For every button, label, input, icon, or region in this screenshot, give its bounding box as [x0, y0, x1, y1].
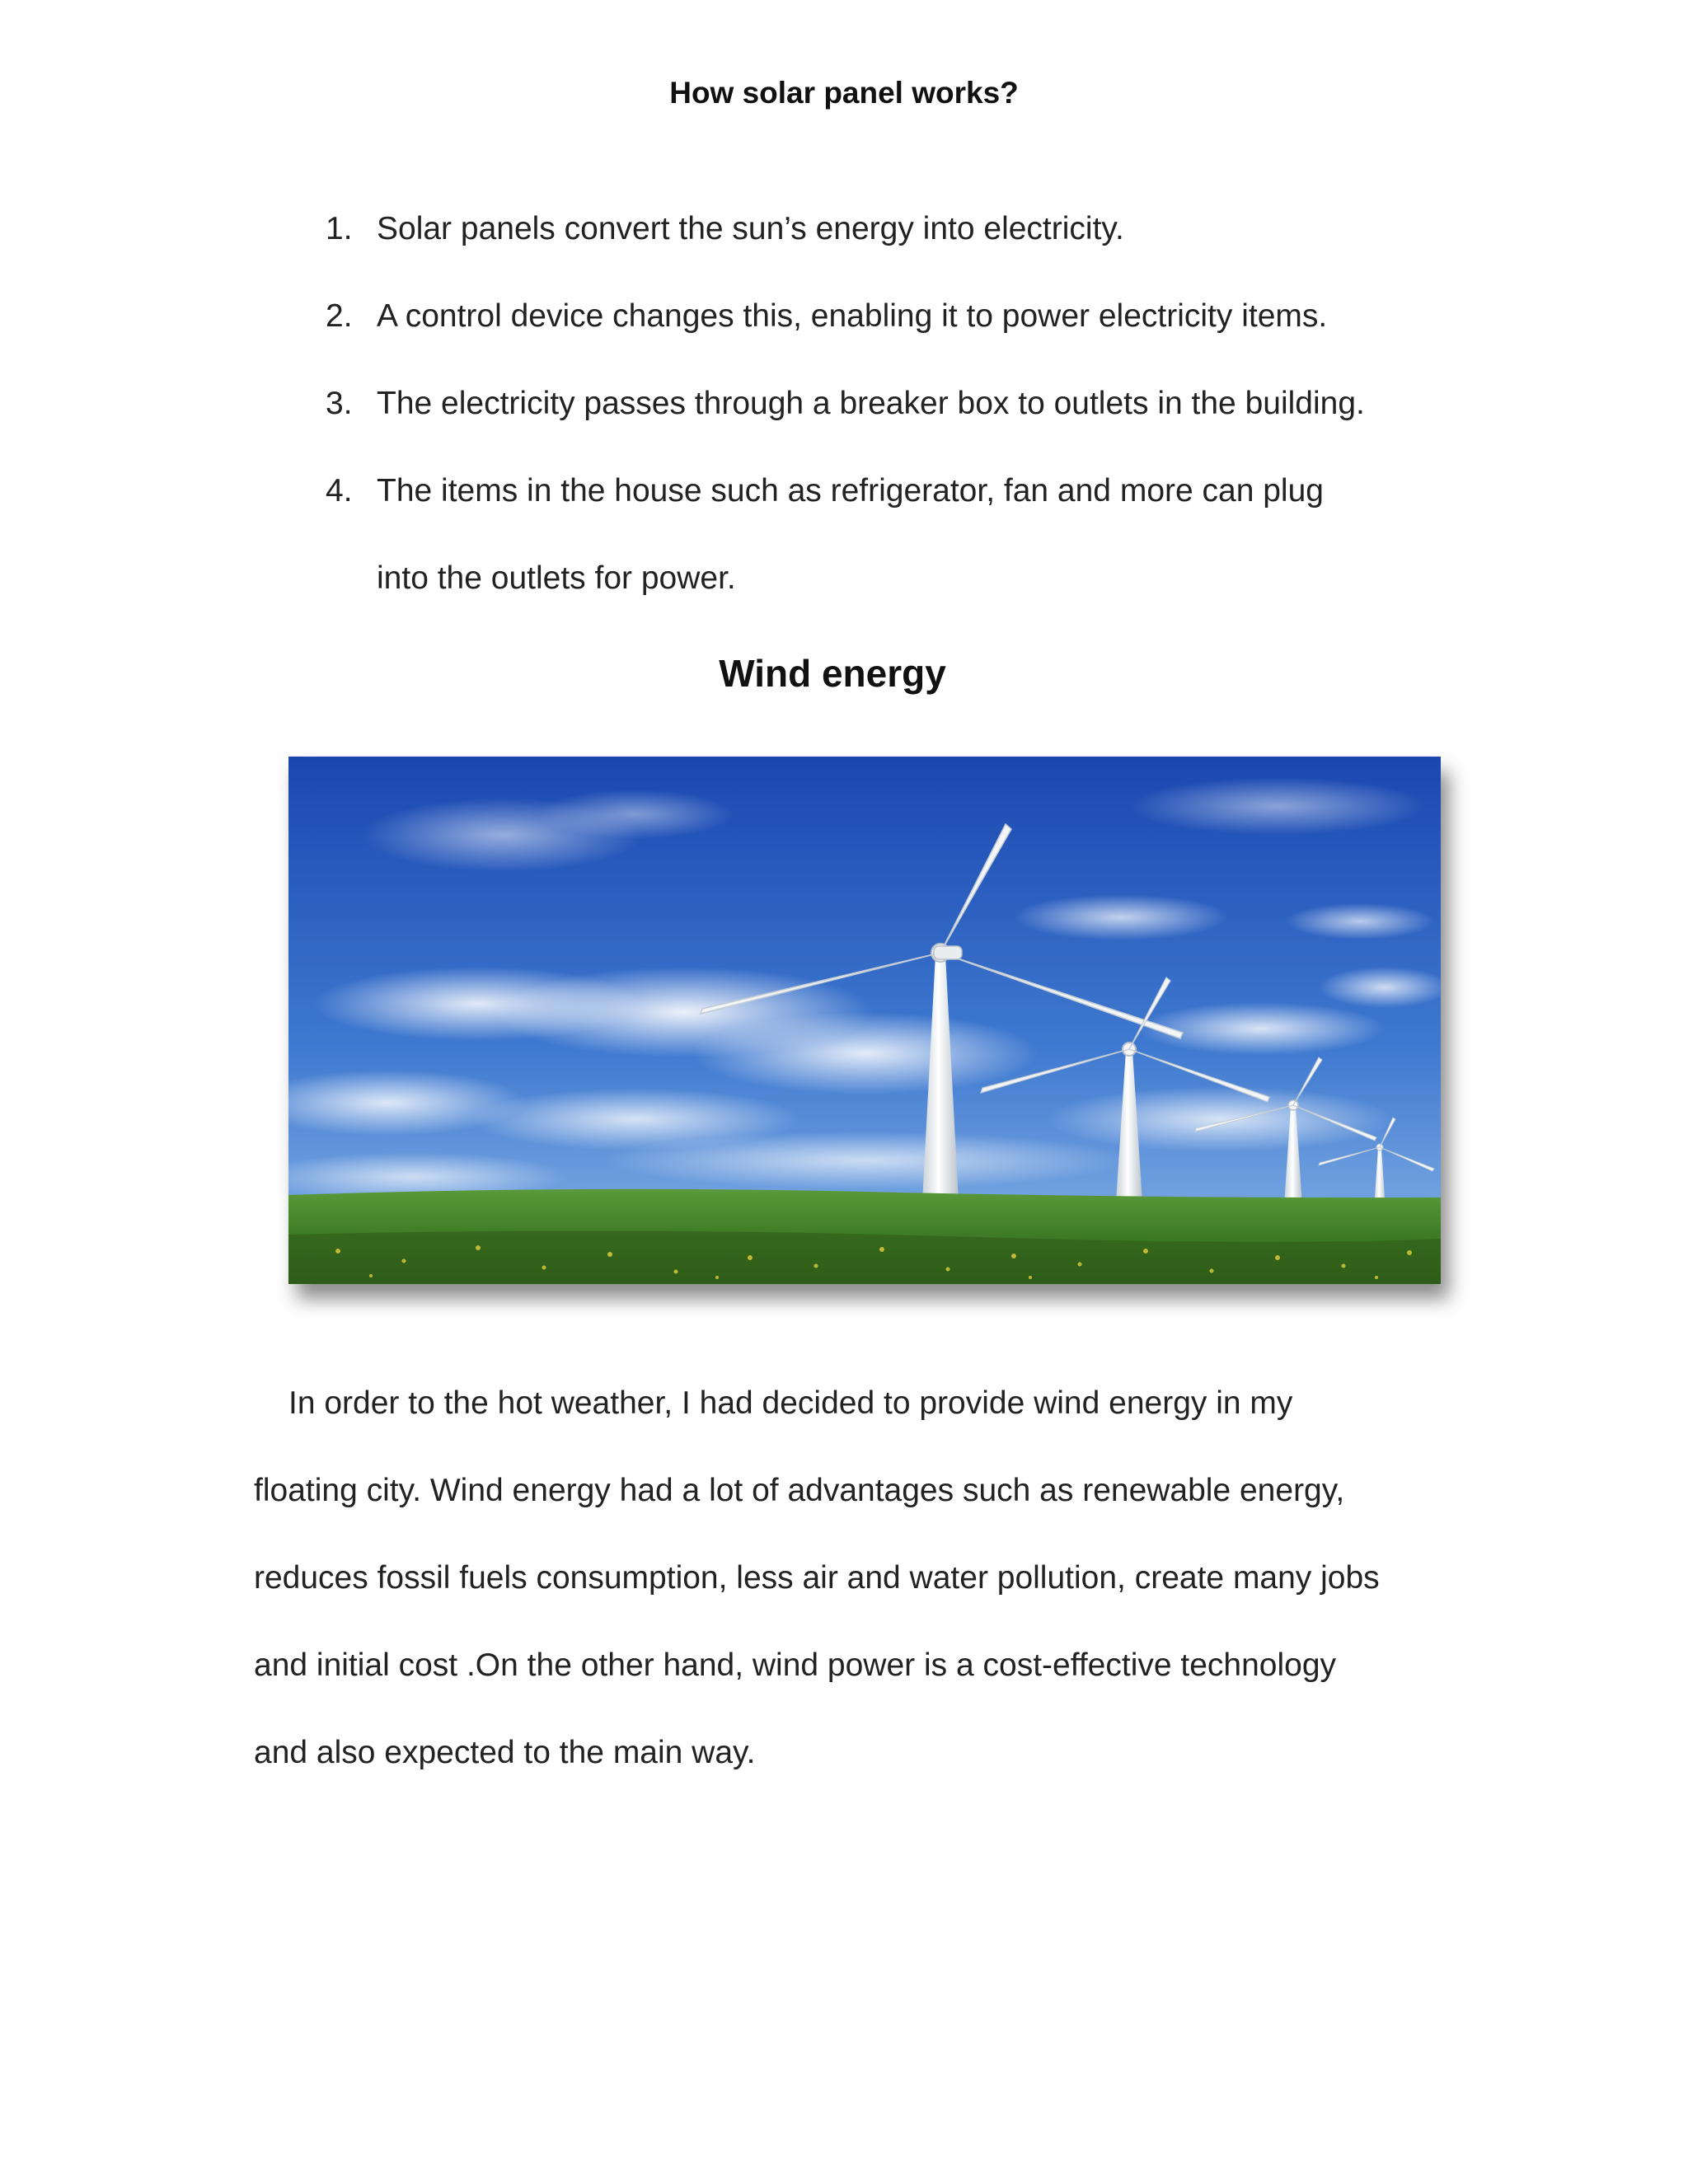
wind-turbines-photo — [288, 757, 1441, 1284]
list-item-text: A control device changes this, enabling it to power electricity items. — [377, 298, 1328, 334]
grass-field — [288, 1189, 1441, 1284]
list-number: 2. — [326, 298, 353, 334]
paragraph-line: and also expected to the main way. — [254, 1735, 756, 1770]
list-number: 3. — [326, 386, 353, 421]
list-item — [326, 273, 1447, 360]
solar-heading: How solar panel works? — [669, 76, 1019, 110]
list-item-text: Solar panels convert the sun’s energy into electricity. — [377, 211, 1124, 246]
list-item — [326, 448, 1447, 622]
wind-turbines-illustration — [288, 757, 1441, 1284]
paragraph-line: floating city. Wind energy had a lot of advantages such as renewable energy, — [254, 1473, 1345, 1508]
list-item-text: The electricity passes through a breaker box to outlets in the building. — [377, 386, 1365, 421]
wind-heading: Wind energy — [719, 652, 946, 695]
paragraph-line: reduces fossil fuels consumption, less air and water pollution, create many jobs — [254, 1560, 1380, 1596]
paragraph-line: In order to the hot weather, I had decided to provide wind energy in my — [288, 1385, 1293, 1421]
wind-paragraph — [254, 1360, 1424, 1797]
solar-steps-list — [326, 185, 1447, 622]
list-item-text: The items in the house such as refrigerator, fan and more can plug — [377, 473, 1324, 509]
list-number: 1. — [326, 211, 353, 246]
list-item — [326, 185, 1447, 273]
list-number: 4. — [326, 473, 353, 509]
paragraph-line: and initial cost .On the other hand, wind power is a cost-effective technology — [254, 1647, 1337, 1683]
list-item — [326, 360, 1447, 448]
list-item-text-continued: into the outlets for power. — [377, 560, 736, 596]
